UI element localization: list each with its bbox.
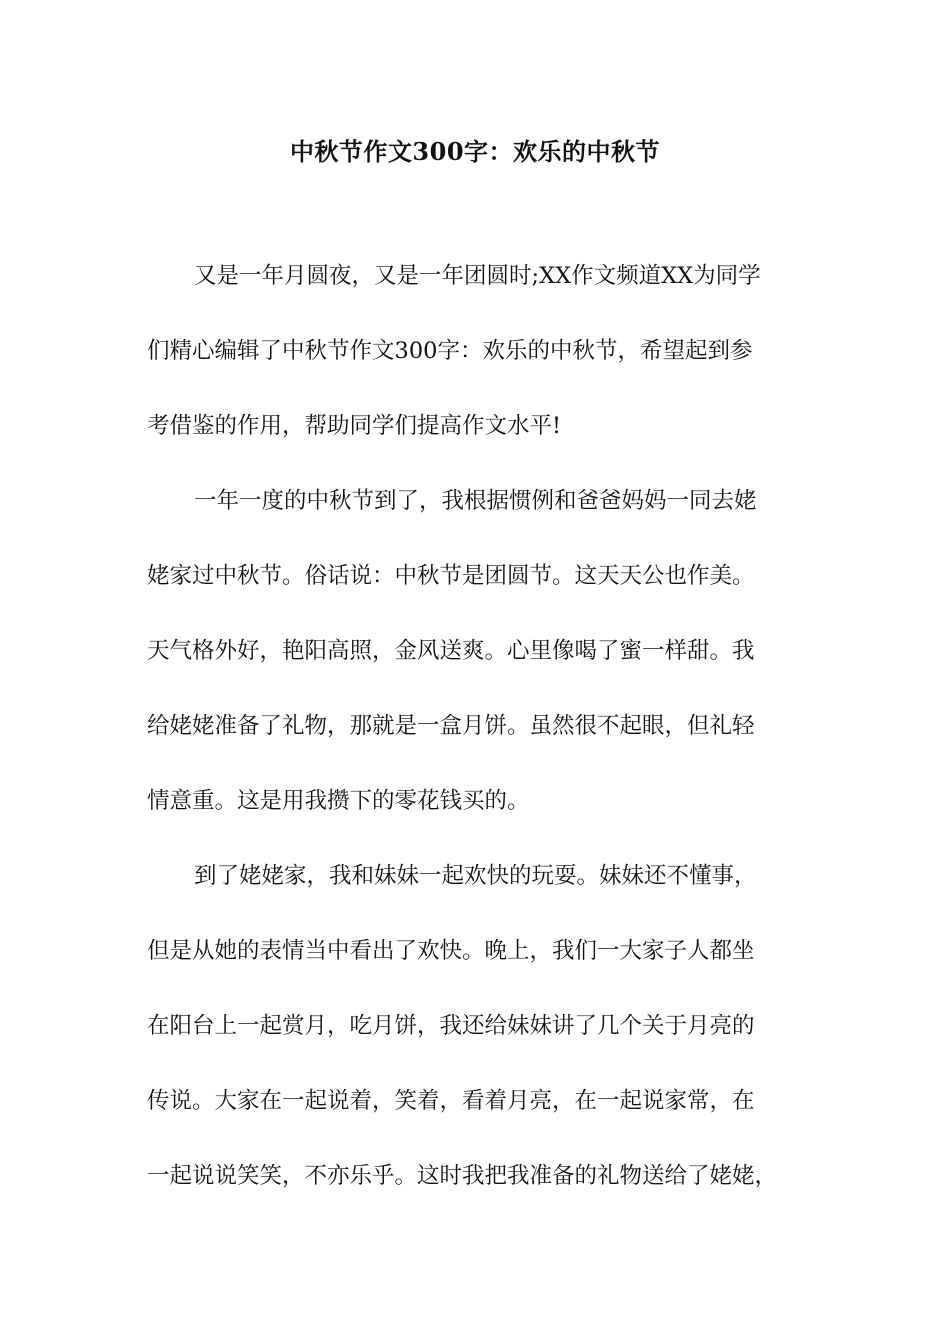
text-line: 但是从她的表情当中看出了欢快。晚上，我们一大家子人都坐 (147, 938, 755, 964)
text-line: 天气格外好，艳阳高照，金风送爽。心里像喝了蜜一样甜。我 (147, 638, 755, 664)
text-line: 又是一年月圆夜，又是一年团圆时;XX作文频道XX为同学 (194, 263, 761, 289)
text-line: 们精心编辑了中秋节作文300字：欢乐的中秋节，希望起到参 (147, 338, 753, 364)
text-line: 情意重。这是用我攒下的零花钱买的。 (147, 788, 530, 814)
text-line: 在阳台上一起赏月，吃月饼，我还给妹妹讲了几个关于月亮的 (147, 1013, 755, 1039)
document-title: 中秋节作文300字：欢乐的中秋节 (289, 137, 661, 166)
text-line: 传说。大家在一起说着，笑着，看着月亮，在一起说家常，在 (147, 1088, 755, 1114)
text-line: 一起说说笑笑，不亦乐乎。这时我把我准备的礼物送给了姥姥， (147, 1163, 778, 1189)
text-line: 一年一度的中秋节到了，我根据惯例和爸爸妈妈一同去姥 (194, 488, 757, 514)
text-line: 给姥姥准备了礼物，那就是一盒月饼。虽然很不起眼，但礼轻 (147, 713, 755, 739)
text-line: 到了姥姥家，我和妹妹一起欢快的玩耍。妹妹还不懂事， (194, 863, 757, 889)
text-line: 姥家过中秋节。俗话说：中秋节是团圆节。这天天公也作美。 (147, 563, 755, 589)
text-line: 考借鉴的作用，帮助同学们提高作文水平! (147, 413, 562, 439)
